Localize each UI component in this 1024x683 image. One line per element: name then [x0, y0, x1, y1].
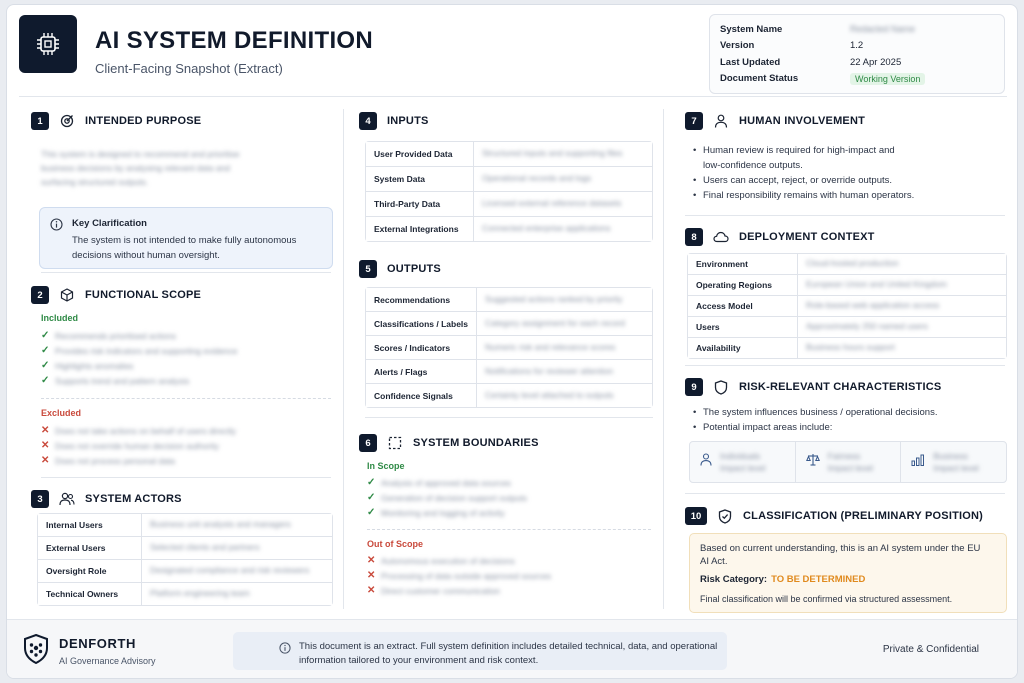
input-detail	[474, 192, 653, 217]
redacted-item: Highlights anomalies	[55, 360, 134, 371]
deployment-table	[687, 253, 1007, 359]
table-row	[688, 275, 1007, 296]
page-title: AI SYSTEM DEFINITION	[95, 27, 374, 54]
inputs-table	[365, 141, 653, 242]
redacted-value: Notifications for reviewer attention	[485, 365, 614, 376]
redacted-line: Impact level	[827, 463, 874, 473]
risk-category-value: TO BE DETERMINED	[771, 574, 866, 585]
cross-icon: ✕	[367, 585, 376, 596]
section-number: 4	[359, 112, 377, 130]
cube-icon	[59, 287, 75, 303]
actor-role: Technical Owners	[38, 583, 142, 606]
section-functional-scope	[31, 285, 327, 466]
output-detail	[477, 384, 653, 408]
deployment-detail	[798, 254, 1007, 275]
redacted-value: Selected clients and partners	[150, 542, 260, 552]
cross-icon: ✕	[41, 455, 50, 466]
output-type: Confidence Signals	[366, 384, 477, 408]
included-label: Included	[41, 313, 79, 323]
redacted-value: Connected enterprise applications	[482, 223, 611, 233]
bullet-item: • Potential impact areas include:	[693, 420, 937, 435]
person-icon	[713, 113, 729, 129]
redacted-line: This system is designed to recommend and prioritise	[41, 149, 240, 159]
redacted-value: Numeric risk and relevance scores	[485, 341, 616, 352]
section-number: 1	[31, 112, 49, 130]
included-list	[41, 313, 321, 388]
meta-key: Version	[720, 40, 755, 52]
input-type: External Integrations	[366, 217, 474, 242]
input-type: Third-Party Data	[366, 192, 474, 217]
chip-icon	[19, 15, 77, 73]
section-title: SYSTEM BOUNDARIES	[413, 437, 539, 449]
table-row	[38, 583, 333, 606]
meta-value: 1.2	[850, 40, 864, 52]
meta-row-version	[720, 38, 994, 55]
out-of-scope-list	[367, 539, 647, 598]
cross-icon: ✕	[41, 425, 50, 436]
impact-area	[901, 442, 1006, 482]
table-row	[366, 217, 653, 242]
document-page	[6, 4, 1018, 679]
info-icon	[50, 218, 63, 236]
section-divider	[365, 417, 653, 418]
table-row	[366, 360, 653, 384]
list-item	[367, 553, 647, 568]
in-scope-label: In Scope	[367, 461, 405, 471]
check-icon: ✓	[41, 345, 50, 356]
status-badge: Working Version	[850, 73, 925, 85]
users-icon	[59, 491, 75, 507]
redacted-item: Direct customer communication	[381, 585, 501, 596]
section-inputs	[359, 111, 649, 131]
meta-row-status	[720, 71, 994, 88]
table-row	[38, 537, 333, 560]
table-row	[366, 288, 653, 312]
classification-text: Based on current understanding, this is an AI system under the EU AI Act.	[700, 543, 981, 567]
redacted-line: Fairness	[827, 451, 861, 461]
redacted-value: Licensed external reference datasets	[482, 198, 622, 208]
deployment-attribute: Users	[688, 317, 798, 338]
section-number: 10	[685, 507, 707, 525]
redacted-value: Role-based web application access	[806, 300, 940, 310]
excluded-list	[41, 408, 321, 468]
impact-area	[796, 442, 902, 482]
in-scope-list	[367, 461, 647, 520]
redacted-item: Processing of data outside approved sources	[381, 570, 552, 581]
section-title: RISK-RELEVANT CHARACTERISTICS	[739, 381, 942, 393]
section-title: INPUTS	[387, 115, 429, 127]
redacted-value: Structured inputs and supporting files	[482, 148, 623, 158]
dashed-divider	[41, 398, 331, 399]
excluded-label: Excluded	[41, 408, 82, 418]
redacted-line: business decisions by analysing relevant data and	[41, 163, 231, 173]
section-number: 9	[685, 378, 703, 396]
section-human-involvement	[685, 111, 1007, 131]
cloud-icon	[713, 229, 729, 245]
bullet-item: • Users can accept, reject, or override outputs.	[693, 173, 914, 188]
target-icon	[59, 113, 75, 129]
redacted-line: Impact level	[720, 463, 766, 473]
check-icon: ✓	[367, 507, 376, 518]
section-number: 7	[685, 112, 703, 130]
meta-row-last-updated	[720, 54, 994, 71]
table-row	[38, 560, 333, 583]
actor-role: External Users	[38, 537, 142, 560]
redacted-item: Does not override human decision authority	[55, 440, 219, 451]
deployment-attribute: Operating Regions	[688, 275, 798, 296]
column-divider	[343, 109, 344, 609]
section-classification	[685, 506, 1007, 526]
risk-list	[693, 405, 937, 435]
section-title: DEPLOYMENT CONTEXT	[739, 231, 875, 243]
bullet-item: • Final responsibility remains with human operators.	[693, 188, 914, 203]
redacted-line: Impact level	[933, 463, 979, 473]
check-icon: ✓	[367, 477, 376, 488]
extract-notice	[233, 632, 727, 670]
list-item	[41, 328, 321, 343]
table-row	[688, 317, 1007, 338]
section-title: CLASSIFICATION (PRELIMINARY POSITION)	[743, 510, 984, 522]
human-involvement-list	[693, 143, 914, 203]
deployment-attribute: Access Model	[688, 296, 798, 317]
redacted-item: Monitoring and logging of activity	[381, 507, 505, 518]
redacted-line: Business	[933, 451, 968, 461]
risk-category-label: Risk Category:	[700, 574, 768, 585]
bullet-text: low-confidence outputs.	[703, 160, 803, 171]
section-number: 3	[31, 490, 49, 508]
redacted-value: Platform engineering team	[150, 588, 250, 598]
redacted-item: Supports trend and pattern analysis	[55, 375, 190, 386]
meta-value-redacted: Redacted Name	[850, 24, 916, 35]
redacted-value: Certainty level attached to outputs	[485, 389, 614, 400]
callout-title: Key Clarification	[72, 218, 147, 229]
bar-chart-icon	[911, 453, 925, 471]
section-number: 6	[359, 434, 377, 452]
redacted-value: Suggested actions ranked by priority	[485, 293, 623, 304]
list-item	[41, 453, 321, 468]
dashed-square-icon	[387, 435, 403, 451]
output-type: Recommendations	[366, 288, 477, 312]
table-row	[366, 384, 653, 408]
key-clarification-callout	[39, 207, 333, 269]
actor-detail	[142, 560, 333, 583]
cross-icon: ✕	[367, 570, 376, 581]
redacted-item: Provides risk indicators and supporting evidence	[55, 345, 238, 356]
shield-check-icon	[717, 508, 733, 524]
table-row	[366, 142, 653, 167]
actor-role: Internal Users	[38, 514, 142, 537]
table-row	[688, 338, 1007, 359]
list-item	[367, 490, 647, 505]
list-item	[41, 343, 321, 358]
input-type: User Provided Data	[366, 142, 474, 167]
classification-note: Final classification will be confirmed via structured assessment.	[700, 594, 953, 604]
list-item	[367, 475, 647, 490]
table-row	[366, 167, 653, 192]
list-item	[41, 373, 321, 388]
cross-icon: ✕	[41, 440, 50, 451]
section-number: 5	[359, 260, 377, 278]
section-divider	[41, 272, 331, 273]
actors-table	[37, 513, 333, 606]
scales-icon	[806, 453, 820, 471]
input-detail	[474, 142, 653, 167]
outputs-table	[365, 287, 653, 408]
section-title: INTENDED PURPOSE	[85, 115, 202, 127]
output-type: Alerts / Flags	[366, 360, 477, 384]
redacted-value: Category assignment for each record	[485, 317, 625, 328]
meta-key: Document Status	[720, 73, 799, 85]
table-row	[688, 254, 1007, 275]
redacted-item: Does not process personal data	[55, 455, 176, 466]
table-row	[38, 514, 333, 537]
bullet-item	[693, 143, 914, 173]
cross-icon: ✕	[367, 555, 376, 566]
output-type: Classifications / Labels	[366, 312, 477, 336]
section-system-boundaries	[359, 433, 649, 596]
section-divider	[685, 365, 1005, 366]
actor-detail	[142, 583, 333, 606]
brand-name: DENFORTH	[59, 636, 137, 651]
meta-key: System Name	[720, 23, 783, 35]
list-item	[367, 568, 647, 583]
table-row	[366, 336, 653, 360]
page-subtitle: Client-Facing Snapshot (Extract)	[95, 61, 283, 76]
meta-row-system-name	[720, 21, 994, 38]
impact-area	[690, 442, 796, 482]
deployment-detail	[798, 338, 1007, 359]
input-detail	[474, 167, 653, 192]
brand-tagline: AI Governance Advisory	[59, 656, 156, 666]
risk-category	[700, 574, 996, 585]
info-icon	[279, 641, 291, 659]
section-divider	[41, 477, 331, 478]
redacted-line: Individuals	[720, 451, 761, 461]
redacted-value: Approximately 250 named users	[806, 321, 928, 331]
classification-box	[689, 533, 1007, 613]
notice-text: This document is an extract. Full system definition includes detailed technical, data, and operational information tailored to your environment and risk context.	[299, 641, 718, 666]
dashed-divider	[367, 529, 651, 530]
redacted-line: surfacing structured outputs.	[41, 177, 149, 187]
meta-key: Last Updated	[720, 56, 781, 68]
out-of-scope-label: Out of Scope	[367, 539, 423, 549]
output-type: Scores / Indicators	[366, 336, 477, 360]
redacted-value: Operational records and logs	[482, 173, 592, 183]
redacted-value: Cloud-hosted production	[806, 258, 899, 268]
input-detail	[474, 217, 653, 242]
bullet-text: Human review is required for high-impact and	[703, 145, 895, 156]
output-detail	[477, 312, 653, 336]
section-divider	[685, 493, 1005, 494]
meta-value: 22 Apr 2025	[850, 56, 902, 68]
output-detail	[477, 360, 653, 384]
shield-icon	[713, 379, 729, 395]
actor-detail	[142, 537, 333, 560]
redacted-item: Autonomous execution of decisions	[381, 555, 515, 566]
header-divider	[19, 96, 1007, 97]
table-row	[688, 296, 1007, 317]
callout-text: The system is not intended to make fully autonomous decisions without human oversight.	[72, 235, 297, 261]
check-icon: ✓	[41, 375, 50, 386]
deployment-attribute: Environment	[688, 254, 798, 275]
list-item	[41, 358, 321, 373]
check-icon: ✓	[367, 492, 376, 503]
brand-shield-icon	[23, 634, 49, 669]
deployment-attribute: Availability	[688, 338, 798, 359]
deployment-detail	[798, 275, 1007, 296]
check-icon: ✓	[41, 360, 50, 371]
document-meta	[709, 14, 1005, 94]
bullet-item: • The system influences business / operational decisions.	[693, 405, 937, 420]
deployment-detail	[798, 317, 1007, 338]
deployment-detail	[798, 296, 1007, 317]
redacted-value: Designated compliance and risk reviewers	[150, 565, 310, 575]
section-divider	[685, 215, 1005, 216]
redacted-value: European Union and United Kingdom	[806, 279, 947, 289]
section-intended-purpose	[31, 111, 327, 261]
input-type: System Data	[366, 167, 474, 192]
redacted-item: Does not take actions on behalf of users directly	[55, 425, 236, 436]
section-system-actors	[31, 489, 327, 509]
section-outputs	[359, 259, 649, 279]
actor-detail	[142, 514, 333, 537]
output-detail	[477, 288, 653, 312]
purpose-text-redacted	[41, 147, 321, 189]
list-item	[367, 583, 647, 598]
redacted-item: Recommends prioritised actions	[55, 330, 176, 341]
section-title: HUMAN INVOLVEMENT	[739, 115, 866, 127]
section-risk-characteristics	[685, 377, 1007, 397]
section-title: OUTPUTS	[387, 263, 441, 275]
redacted-item: Generation of decision support outputs	[381, 492, 528, 503]
section-deployment-context	[685, 227, 1007, 247]
list-item	[41, 438, 321, 453]
section-title: FUNCTIONAL SCOPE	[85, 289, 202, 301]
impact-areas	[689, 441, 1007, 483]
redacted-item: Analysis of approved data sources	[381, 477, 511, 488]
table-row	[366, 312, 653, 336]
check-icon: ✓	[41, 330, 50, 341]
actor-role: Oversight Role	[38, 560, 142, 583]
list-item	[41, 423, 321, 438]
section-number: 2	[31, 286, 49, 304]
section-title: SYSTEM ACTORS	[85, 493, 182, 505]
list-item	[367, 505, 647, 520]
column-divider	[663, 109, 664, 609]
confidentiality-label: Private & Confidential	[882, 644, 979, 655]
footer	[7, 619, 1018, 679]
redacted-value: Business unit analysts and managers	[150, 519, 291, 529]
table-row	[366, 192, 653, 217]
person-icon	[700, 453, 712, 471]
output-detail	[477, 336, 653, 360]
redacted-value: Business hours support	[806, 342, 895, 352]
section-number: 8	[685, 228, 703, 246]
